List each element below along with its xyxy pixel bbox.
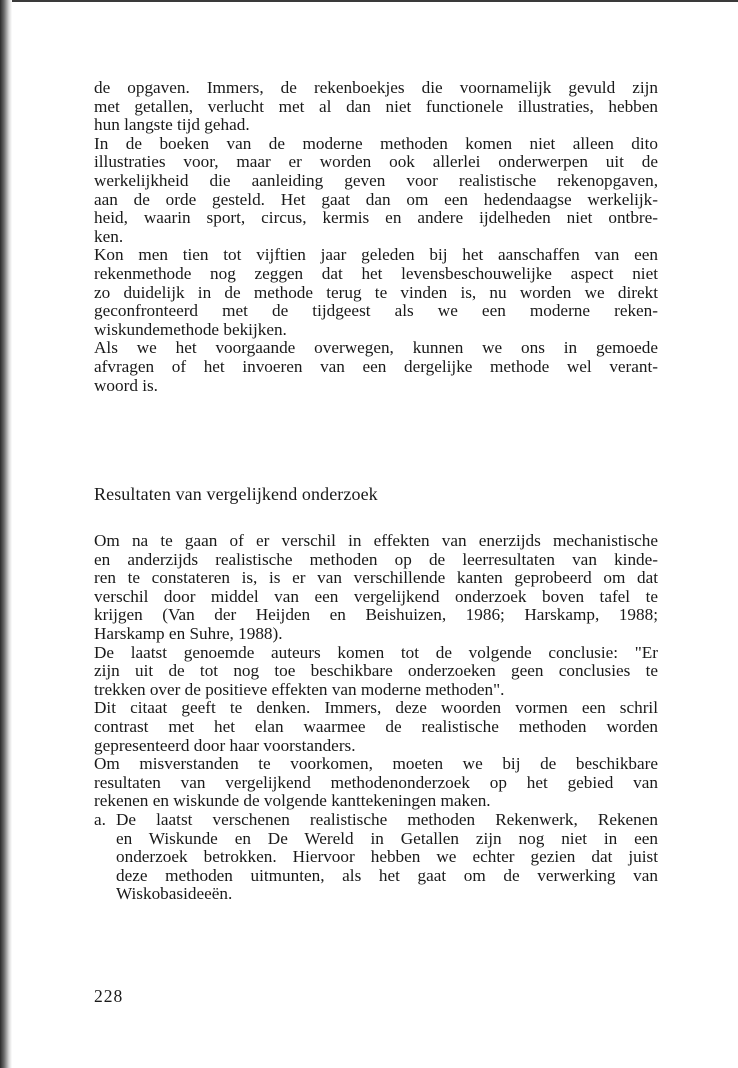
- section-heading: Resultaten van vergelijkend onderzoek: [94, 484, 378, 504]
- text-line: deze methoden uitmunten, als het gaat om de verwerking van: [116, 865, 658, 885]
- text-block-2: [94, 532, 658, 904]
- text-line: woord is.: [94, 375, 158, 395]
- text-line: en anderzijds realistische methoden op de leerresultaten van kinde-: [94, 549, 658, 569]
- text-line: werkelijkheid die aanleiding geven voor realistische rekenopgaven,: [94, 170, 658, 190]
- text-line: ken.: [94, 226, 124, 246]
- text-line: en Wiskunde en De Wereld in Getallen zijn nog niet in een: [116, 828, 658, 848]
- text-line: gepresenteerd door haar voorstanders.: [94, 735, 356, 755]
- text-line: met getallen, verlucht met al dan niet functionele illustraties, hebben: [94, 96, 658, 116]
- page-top-edge: [12, 0, 738, 2]
- text-line: In de boeken van de moderne methoden komen niet alleen dito: [94, 133, 658, 153]
- text-line: zo duidelijk in de methode terug te vinden is, nu worden we direkt: [94, 282, 658, 302]
- text-line: Dit citaat geeft te denken. Immers, deze woorden vormen een schril: [94, 698, 658, 718]
- text-line: hun langste tijd gehad.: [94, 115, 250, 135]
- text-line: krijgen (Van der Heijden en Beishuizen, 1986; Harskamp, 1988;: [94, 605, 658, 625]
- text-line: de opgaven. Immers, de rekenboekjes die voornamelijk gevuld zijn: [94, 78, 658, 97]
- text-line: De laatst verschenen realistische methoden Rekenwerk, Rekenen: [116, 809, 658, 829]
- text-line: illustraties voor, maar er worden ook allerlei onderwerpen uit de: [94, 152, 658, 172]
- text-line: Wiskobasideeën.: [116, 884, 233, 904]
- text-line: ren te constateren is, is er van verschillende kanten geprobeerd om dat: [94, 568, 658, 588]
- text-line: rekenmethode nog zeggen dat het levensbeschouwelijke aspect niet: [94, 263, 658, 283]
- text-line: Om na te gaan of er verschil in effekten van enerzijds mechanistische: [94, 531, 658, 550]
- text-line: geconfronteerd met de tijdgeest als we een moderne reken-: [94, 301, 658, 321]
- text-line: Kon men tien tot vijftien jaar geleden bij het aanschaffen van een: [94, 245, 658, 265]
- text-line: aan de orde gesteld. Het gaat dan om een hedendaagse werkelijk-: [94, 189, 658, 209]
- text-line: verschil door middel van een vergelijkend onderzoek boven tafel te: [94, 586, 658, 606]
- page-binding-edge: [0, 0, 12, 1068]
- text-line: Om misverstanden te voorkomen, moeten we bij de beschikbare: [94, 754, 658, 774]
- text-line: resultaten van vergelijkend methodenonderzoek op het gebied van: [94, 772, 658, 792]
- text-line: trekken over de positieve effekten van moderne methoden".: [94, 679, 505, 699]
- text-line: contrast met het elan waarmee de realistische methoden worden: [94, 716, 658, 736]
- text-line: rekenen en wiskunde de volgende kanttekeningen maken.: [94, 791, 491, 811]
- text-line: De laatst genoemde auteurs komen tot de volgende conclusie: "Er: [94, 642, 658, 662]
- list-item-a: [94, 811, 658, 904]
- text-line: afvragen of het invoeren van een dergelijke methode wel verant-: [94, 356, 658, 376]
- list-marker: a.: [94, 809, 106, 829]
- text-line: wiskundemethode bekijken.: [94, 319, 287, 339]
- text-line: onderzoek betrokken. Hiervoor hebben we echter gezien dat juist: [116, 847, 658, 867]
- text-line: Harskamp en Suhre, 1988).: [94, 623, 283, 643]
- text-line: Als we het voorgaande overwegen, kunnen we ons in gemoede: [94, 338, 658, 358]
- page-number: 228: [94, 986, 124, 1006]
- text-line: zijn uit de tot nog toe beschikbare onderzoeken geen conclusies te: [94, 661, 658, 681]
- text-block-1: [94, 79, 658, 395]
- text-line: heid, waarin sport, circus, kermis en andere ijdelheden niet ontbre-: [94, 208, 658, 228]
